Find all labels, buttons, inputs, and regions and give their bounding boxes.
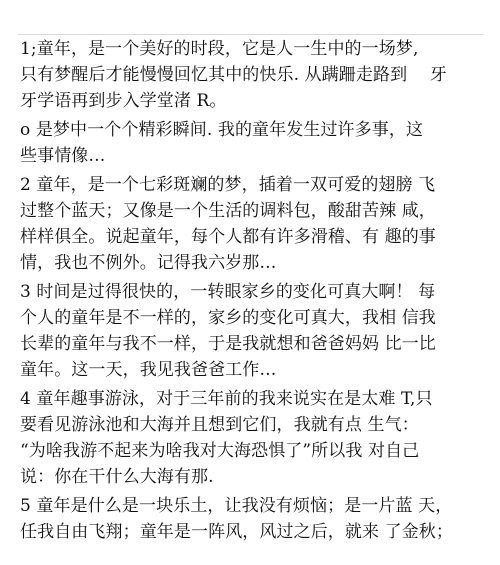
text-line: 2 童年，是一个七彩斑斓的梦，插着一双可爱的翅膀 飞	[20, 175, 436, 195]
text-line: 童年。这一天，我见我爸爸工作…	[20, 360, 277, 380]
text-line: 5 童年是什么是一块乐土，让我没有烦恼；是一片蓝 天，	[20, 496, 453, 516]
text-line: 情，我也不例外。记得我六岁那…	[20, 253, 277, 273]
text-line: 样样俱全。说起童年，每个人都有许多滑稽、有 趣的事	[20, 227, 436, 247]
document-body	[20, 36, 490, 548]
text-line: 1;童年，是一个美好的时段，它是人一生中的一场梦,	[20, 39, 419, 59]
text-line: 些事情像…	[20, 146, 106, 166]
text-line: “为啥我游不起来为啥我对大海恐惧了”所以我 对自己	[20, 441, 420, 461]
text-line: 牙学语再到步入学堂渚 R。	[20, 91, 227, 111]
paragraph-1	[20, 36, 490, 114]
text-line: 说：你在干什么大海有那.	[20, 467, 214, 487]
paragraph-4	[20, 279, 490, 383]
text-line: 只有梦醒后才能慢慢回忆其中的快乐. 从蹒跚走路到 牙	[20, 65, 447, 85]
paragraph-3	[20, 172, 490, 276]
paragraph-2	[20, 117, 490, 169]
paragraph-5	[20, 386, 490, 490]
text-line: 4 童年趣事游泳，对于三年前的我来说实在是太难 T,只	[20, 389, 433, 409]
text-line: o 是梦中一个个精彩瞬间. 我的童年发生过许多事，这	[20, 120, 424, 140]
text-line: 任我自由飞翔；童年是一阵风，风过之后，就来 了金秋；	[20, 522, 454, 542]
text-line: 过整个蓝天；又像是一个生活的调料包，酸甜苦辣 咸，	[20, 201, 436, 221]
top-divider	[18, 34, 484, 35]
text-line: 个人的童年是不一样的，家乡的变化可真大，我相 信我	[20, 308, 436, 328]
text-line: 长辈的童年与我不一样，于是我就想和爸爸妈妈 比一比	[20, 334, 436, 354]
text-line: 3 时间是过得很快的，一转眼家乡的变化可真大啊！ 每	[20, 282, 436, 302]
text-line: 要看见游泳池和大海并且想到它们，我就有点 生气：	[20, 415, 419, 435]
paragraph-6	[20, 493, 490, 545]
